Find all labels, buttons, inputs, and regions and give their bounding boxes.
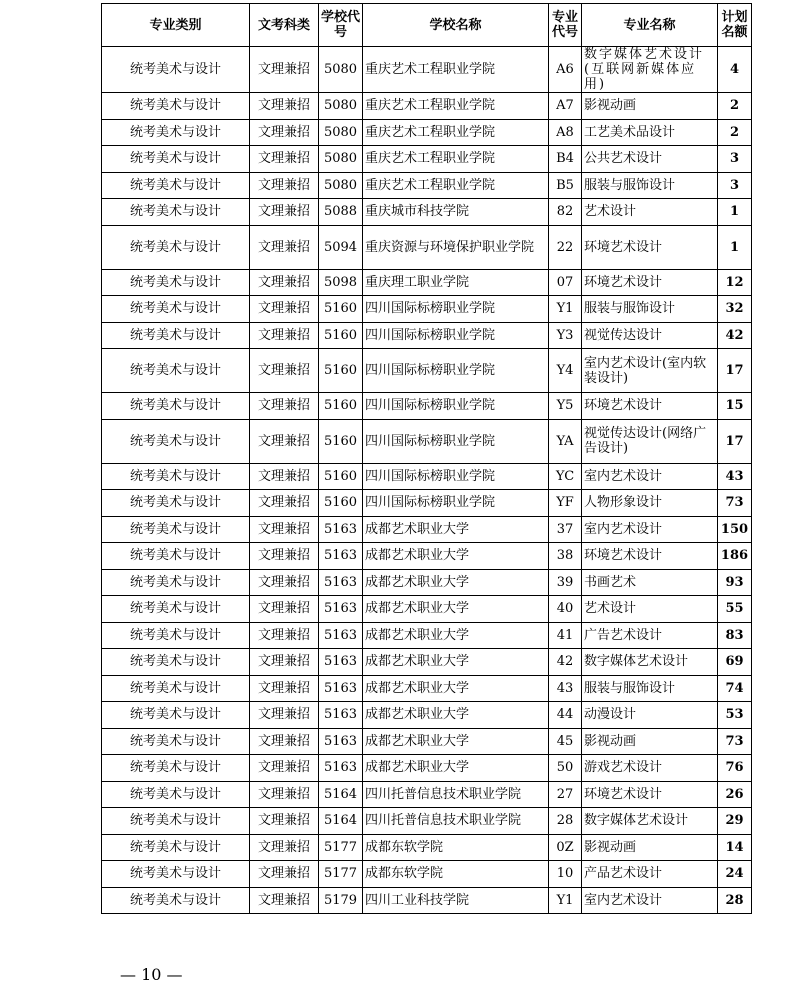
cell-category: 统考美术与设计 [102,887,250,914]
header-category: 专业类别 [102,4,250,47]
cell-plan-count: 42 [718,322,752,349]
cell-major-name: 艺术设计 [582,199,718,226]
table-row [102,861,752,888]
cell-plan-count: 83 [718,622,752,649]
cell-plan-count: 55 [718,596,752,623]
cell-school-name: 成都东软学院 [363,861,549,888]
cell-school-code: 5163 [319,516,363,543]
cell-subject: 文理兼招 [250,172,319,199]
cell-major-name: 视觉传达设计 [582,322,718,349]
cell-major-code: A8 [549,119,582,146]
cell-plan-count: 1 [718,225,752,269]
cell-major-code: 41 [549,622,582,649]
cell-school-name: 四川国际标榜职业学院 [363,322,549,349]
cell-category: 统考美术与设计 [102,543,250,570]
cell-school-code: 5163 [319,622,363,649]
cell-category: 统考美术与设计 [102,490,250,517]
cell-category: 统考美术与设计 [102,596,250,623]
cell-subject: 文理兼招 [250,269,319,296]
cell-school-code: 5160 [319,490,363,517]
cell-school-code: 5098 [319,269,363,296]
cell-major-name: 游戏艺术设计 [582,755,718,782]
cell-major-code: A6 [549,47,582,93]
cell-school-name: 四川国际标榜职业学院 [363,349,549,393]
cell-subject: 文理兼招 [250,199,319,226]
cell-category: 统考美术与设计 [102,808,250,835]
table-row [102,887,752,914]
cell-category: 统考美术与设计 [102,755,250,782]
cell-school-name: 成都艺术职业大学 [363,543,549,570]
table-row [102,93,752,120]
cell-major-code: 43 [549,675,582,702]
cell-school-name: 成都艺术职业大学 [363,702,549,729]
cell-major-name: 人物形象设计 [582,490,718,517]
table-row [102,728,752,755]
cell-major-code: YC [549,463,582,490]
cell-school-name: 重庆艺术工程职业学院 [363,47,549,93]
cell-plan-count: 2 [718,119,752,146]
table-row [102,569,752,596]
cell-major-name: 广告艺术设计 [582,622,718,649]
cell-subject: 文理兼招 [250,393,319,420]
cell-school-name: 成都艺术职业大学 [363,569,549,596]
header-subject: 文考科类 [250,4,319,47]
cell-school-code: 5080 [319,47,363,93]
cell-major-code: 0Z [549,834,582,861]
cell-subject: 文理兼招 [250,808,319,835]
cell-major-name: 环境艺术设计 [582,269,718,296]
cell-subject: 文理兼招 [250,516,319,543]
table-row [102,755,752,782]
table-row [102,675,752,702]
table-row [102,296,752,323]
table-row [102,199,752,226]
cell-category: 统考美术与设计 [102,119,250,146]
cell-major-name: 影视动画 [582,834,718,861]
cell-major-code: YF [549,490,582,517]
cell-major-name: 影视动画 [582,728,718,755]
cell-school-code: 5160 [319,419,363,463]
cell-category: 统考美术与设计 [102,146,250,173]
cell-category: 统考美术与设计 [102,172,250,199]
cell-major-name: 服装与服饰设计 [582,296,718,323]
cell-major-name: 工艺美术品设计 [582,119,718,146]
cell-school-code: 5094 [319,225,363,269]
cell-plan-count: 43 [718,463,752,490]
cell-category: 统考美术与设计 [102,675,250,702]
table-row [102,349,752,393]
cell-school-name: 重庆艺术工程职业学院 [363,119,549,146]
cell-subject: 文理兼招 [250,296,319,323]
table-row [102,172,752,199]
cell-school-code: 5163 [319,675,363,702]
table-row [102,516,752,543]
cell-category: 统考美术与设计 [102,393,250,420]
cell-major-code: 28 [549,808,582,835]
cell-category: 统考美术与设计 [102,419,250,463]
cell-major-name: 动漫设计 [582,702,718,729]
cell-school-code: 5179 [319,887,363,914]
cell-category: 统考美术与设计 [102,199,250,226]
cell-plan-count: 29 [718,808,752,835]
cell-category: 统考美术与设计 [102,296,250,323]
cell-major-code: B5 [549,172,582,199]
cell-school-code: 5080 [319,172,363,199]
cell-school-code: 5160 [319,349,363,393]
table-row [102,419,752,463]
cell-school-code: 5080 [319,93,363,120]
cell-major-name: 书画艺术 [582,569,718,596]
cell-school-code: 5080 [319,119,363,146]
cell-school-code: 5164 [319,808,363,835]
cell-school-name: 重庆艺术工程职业学院 [363,146,549,173]
table-row [102,622,752,649]
cell-major-name: 公共艺术设计 [582,146,718,173]
cell-school-name: 成都东软学院 [363,834,549,861]
cell-major-code: Y1 [549,296,582,323]
cell-category: 统考美术与设计 [102,569,250,596]
cell-major-code: Y3 [549,322,582,349]
cell-major-code: Y1 [549,887,582,914]
cell-subject: 文理兼招 [250,543,319,570]
cell-school-code: 5088 [319,199,363,226]
table-row [102,834,752,861]
cell-school-code: 5160 [319,296,363,323]
cell-school-code: 5160 [319,463,363,490]
cell-plan-count: 93 [718,569,752,596]
cell-subject: 文理兼招 [250,47,319,93]
cell-major-code: 37 [549,516,582,543]
header-school-code: 学校代号 [319,4,363,47]
cell-plan-count: 74 [718,675,752,702]
table-row [102,463,752,490]
cell-school-code: 5177 [319,834,363,861]
cell-school-name: 成都艺术职业大学 [363,516,549,543]
cell-school-code: 5163 [319,543,363,570]
cell-major-code: 50 [549,755,582,782]
cell-school-name: 四川国际标榜职业学院 [363,463,549,490]
cell-school-code: 5163 [319,569,363,596]
table-row [102,596,752,623]
cell-major-name: 数字媒体艺术设计 [582,808,718,835]
cell-school-code: 5163 [319,755,363,782]
cell-plan-count: 14 [718,834,752,861]
cell-major-code: 42 [549,649,582,676]
cell-subject: 文理兼招 [250,675,319,702]
cell-major-code: 45 [549,728,582,755]
cell-major-code: 44 [549,702,582,729]
cell-major-name: 室内艺术设计 [582,463,718,490]
cell-subject: 文理兼招 [250,781,319,808]
header-school-name: 学校名称 [363,4,549,47]
cell-major-code: 38 [549,543,582,570]
cell-plan-count: 150 [718,516,752,543]
cell-major-name: 数字媒体艺术设计(互联网新媒体应用) [582,47,718,93]
cell-plan-count: 28 [718,887,752,914]
page-number: — 10 — [120,965,183,984]
cell-major-code: B4 [549,146,582,173]
cell-school-code: 5163 [319,702,363,729]
cell-school-code: 5163 [319,728,363,755]
cell-school-name: 四川国际标榜职业学院 [363,490,549,517]
cell-major-code: 22 [549,225,582,269]
cell-school-code: 5080 [319,146,363,173]
cell-subject: 文理兼招 [250,93,319,120]
cell-school-code: 5164 [319,781,363,808]
cell-category: 统考美术与设计 [102,702,250,729]
cell-school-name: 重庆艺术工程职业学院 [363,172,549,199]
enrollment-plan-table [101,3,752,914]
table-row [102,225,752,269]
cell-plan-count: 69 [718,649,752,676]
cell-category: 统考美术与设计 [102,834,250,861]
cell-subject: 文理兼招 [250,119,319,146]
cell-subject: 文理兼招 [250,887,319,914]
cell-category: 统考美术与设计 [102,861,250,888]
cell-subject: 文理兼招 [250,322,319,349]
table-row [102,543,752,570]
cell-school-name: 重庆理工职业学院 [363,269,549,296]
cell-plan-count: 1 [718,199,752,226]
cell-school-name: 成都艺术职业大学 [363,649,549,676]
cell-category: 统考美术与设计 [102,516,250,543]
cell-subject: 文理兼招 [250,728,319,755]
cell-major-code: Y5 [549,393,582,420]
cell-major-name: 室内艺术设计 [582,516,718,543]
cell-major-name: 环境艺术设计 [582,225,718,269]
cell-school-name: 四川托普信息技术职业学院 [363,808,549,835]
cell-plan-count: 32 [718,296,752,323]
cell-category: 统考美术与设计 [102,225,250,269]
cell-school-name: 成都艺术职业大学 [363,622,549,649]
cell-subject: 文理兼招 [250,622,319,649]
cell-major-name: 室内艺术设计(室内软装设计) [582,349,718,393]
cell-subject: 文理兼招 [250,702,319,729]
cell-subject: 文理兼招 [250,225,319,269]
cell-school-code: 5160 [319,322,363,349]
cell-subject: 文理兼招 [250,861,319,888]
table-row [102,649,752,676]
cell-plan-count: 53 [718,702,752,729]
cell-major-name: 影视动画 [582,93,718,120]
cell-category: 统考美术与设计 [102,781,250,808]
cell-plan-count: 26 [718,781,752,808]
cell-category: 统考美术与设计 [102,269,250,296]
cell-school-name: 重庆资源与环境保护职业学院 [363,225,549,269]
table-row [102,808,752,835]
cell-category: 统考美术与设计 [102,93,250,120]
cell-subject: 文理兼招 [250,834,319,861]
cell-school-name: 四川托普信息技术职业学院 [363,781,549,808]
table-body [102,47,752,914]
cell-major-code: Y4 [549,349,582,393]
cell-plan-count: 73 [718,728,752,755]
cell-school-name: 四川国际标榜职业学院 [363,393,549,420]
cell-school-name: 重庆艺术工程职业学院 [363,93,549,120]
cell-subject: 文理兼招 [250,349,319,393]
cell-major-name: 艺术设计 [582,596,718,623]
cell-subject: 文理兼招 [250,569,319,596]
cell-school-name: 成都艺术职业大学 [363,755,549,782]
cell-major-code: 39 [549,569,582,596]
table-row [102,269,752,296]
cell-subject: 文理兼招 [250,146,319,173]
cell-major-name: 室内艺术设计 [582,887,718,914]
cell-plan-count: 15 [718,393,752,420]
cell-major-name: 服装与服饰设计 [582,172,718,199]
table-row [102,490,752,517]
cell-category: 统考美术与设计 [102,622,250,649]
cell-plan-count: 2 [718,93,752,120]
table-row [102,702,752,729]
cell-major-code: YA [549,419,582,463]
cell-subject: 文理兼招 [250,419,319,463]
cell-school-name: 重庆城市科技学院 [363,199,549,226]
table-row [102,47,752,93]
cell-school-name: 四川国际标榜职业学院 [363,296,549,323]
cell-major-name: 服装与服饰设计 [582,675,718,702]
cell-subject: 文理兼招 [250,490,319,517]
table-header-row [102,4,752,47]
cell-major-name: 产品艺术设计 [582,861,718,888]
cell-school-name: 成都艺术职业大学 [363,596,549,623]
table-row [102,322,752,349]
cell-plan-count: 12 [718,269,752,296]
cell-major-code: 40 [549,596,582,623]
cell-subject: 文理兼招 [250,596,319,623]
cell-plan-count: 3 [718,172,752,199]
cell-major-name: 环境艺术设计 [582,393,718,420]
cell-school-code: 5177 [319,861,363,888]
cell-category: 统考美术与设计 [102,349,250,393]
cell-school-name: 四川工业科技学院 [363,887,549,914]
cell-school-name: 成都艺术职业大学 [363,675,549,702]
cell-subject: 文理兼招 [250,755,319,782]
cell-school-name: 四川国际标榜职业学院 [363,419,549,463]
cell-plan-count: 17 [718,349,752,393]
cell-subject: 文理兼招 [250,649,319,676]
cell-major-code: 07 [549,269,582,296]
header-major-code: 专业代号 [549,4,582,47]
cell-school-code: 5160 [319,393,363,420]
cell-plan-count: 4 [718,47,752,93]
cell-category: 统考美术与设计 [102,463,250,490]
cell-major-name: 视觉传达设计(网络广告设计) [582,419,718,463]
header-plan-count: 计划名额 [718,4,752,47]
table-row [102,393,752,420]
cell-major-code: 10 [549,861,582,888]
cell-plan-count: 73 [718,490,752,517]
header-major-name: 专业名称 [582,4,718,47]
cell-school-code: 5163 [319,596,363,623]
cell-major-name: 环境艺术设计 [582,781,718,808]
cell-plan-count: 3 [718,146,752,173]
table-row [102,146,752,173]
cell-subject: 文理兼招 [250,463,319,490]
cell-major-code: A7 [549,93,582,120]
cell-category: 统考美术与设计 [102,728,250,755]
cell-school-code: 5163 [319,649,363,676]
cell-major-code: 82 [549,199,582,226]
cell-major-name: 数字媒体艺术设计 [582,649,718,676]
cell-major-code: 27 [549,781,582,808]
cell-major-name: 环境艺术设计 [582,543,718,570]
table-row [102,781,752,808]
cell-plan-count: 186 [718,543,752,570]
table-row [102,119,752,146]
cell-category: 统考美术与设计 [102,47,250,93]
cell-plan-count: 76 [718,755,752,782]
cell-category: 统考美术与设计 [102,649,250,676]
cell-school-name: 成都艺术职业大学 [363,728,549,755]
cell-category: 统考美术与设计 [102,322,250,349]
cell-plan-count: 24 [718,861,752,888]
cell-plan-count: 17 [718,419,752,463]
